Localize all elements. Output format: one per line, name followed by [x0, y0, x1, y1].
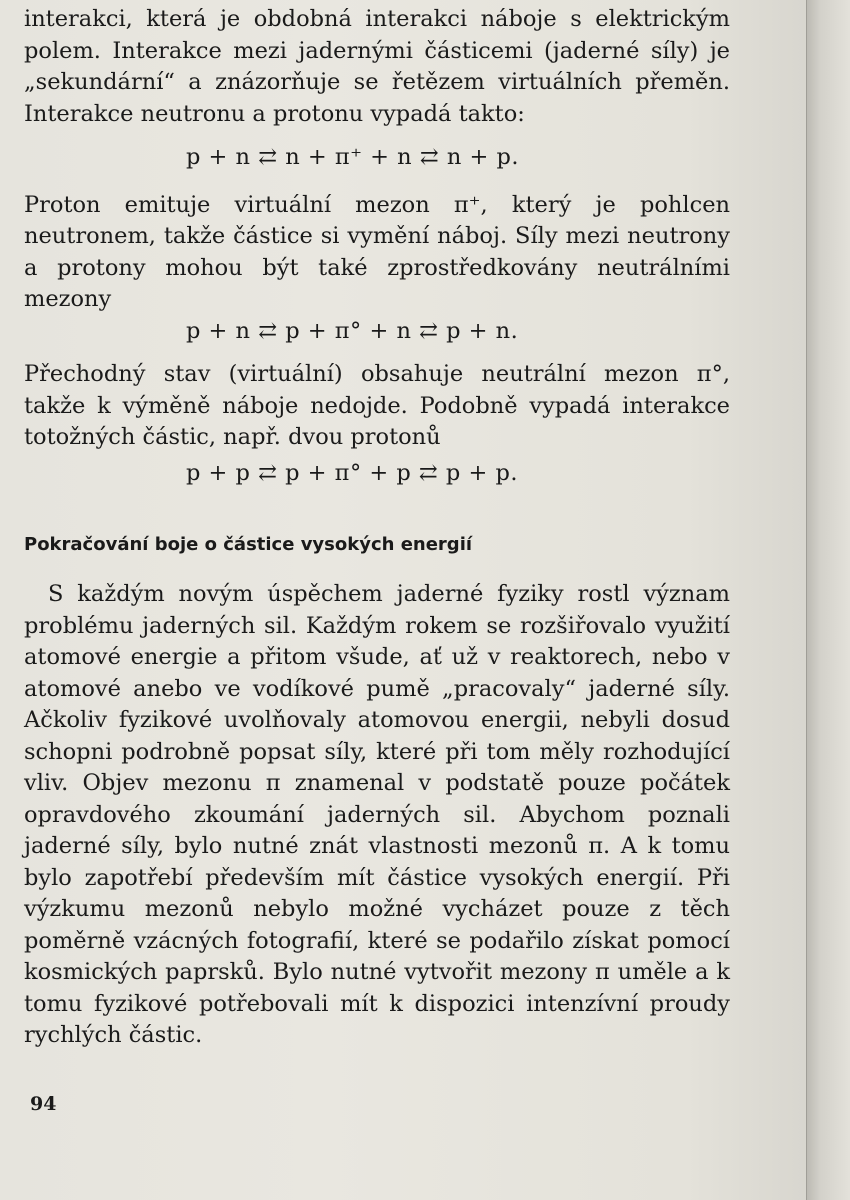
section-heading: Pokračování boje o částice vysokých energií	[24, 534, 473, 555]
paragraph-transition-state: Přechodný stav (virtuální) obsahuje neutrální mezon π°, takže k výměně náboje nedojde. Podobně vypadá interakce totožných částic, např. dvou protonů	[24, 361, 730, 450]
paragraph-nuclear-forces: S každým novým úspěchem jaderné fyziky rostl význam problému jaderných sil. Každým rokem se rozšiřovalo využití atomové energie a přitom všude, ať už v reaktorech, nebo v atomové anebo ve vodíkové pumě „pracovaly“ jaderné síly. Ačkoliv fyzikové uvolňovaly atomovou energii, nebyli dosud schopni podrobně popsat síly, které při tom měly rozhodující vliv. Objev mezonu π znamenal v podstatě pouze počátek opravdového zkoumání jaderných sil. Abychom poznali jaderné síly, bylo nutné znát vlastnosti mezonů π. A k tomu bylo zapotřebí především mít částice vysokých energií. Při výzkumu mezonů nebylo možné vycházet pouze z těch poměrně vzácných fotografií, které se podařilo získat pomocí kosmických paprsků. Bylo nutné vytvořit mezony π uměle a k tomu fyzikové potřebovali mít k dispozici intenzívní proudy rychlých částic.	[24, 581, 730, 1048]
page-number: 94	[30, 1093, 57, 1115]
paragraph-proton-emits-meson: Proton emituje virtuální mezon π⁺, který je pohlcen neutronem, takže částice si vymění náboj. Síly mezi neutrony a protony mohou být také zprostředkovány neutrálními mezony	[24, 191, 730, 312]
intro-paragraph: interakci, která je obdobná interakci náboje s elektrickým polem. Interakce mezi jadernými částicemi (jaderné síly) je „sekundární“ a znázorňuje se řetězem virtuálních přeměn. Interakce neutronu a protonu vypadá takto:	[24, 6, 730, 127]
formula-neutron-proton-charged: p + n ⇄ n + π⁺ + n ⇄ n + p.	[186, 144, 520, 170]
formula-neutron-proton-neutral: p + n ⇄ p + π° + n ⇄ p + n.	[186, 317, 519, 344]
page-text-body	[24, 4, 730, 1052]
book-gutter-shadow	[806, 0, 850, 1200]
formula-proton-proton: p + p ⇄ p + π° + p ⇄ p + p.	[186, 459, 519, 486]
